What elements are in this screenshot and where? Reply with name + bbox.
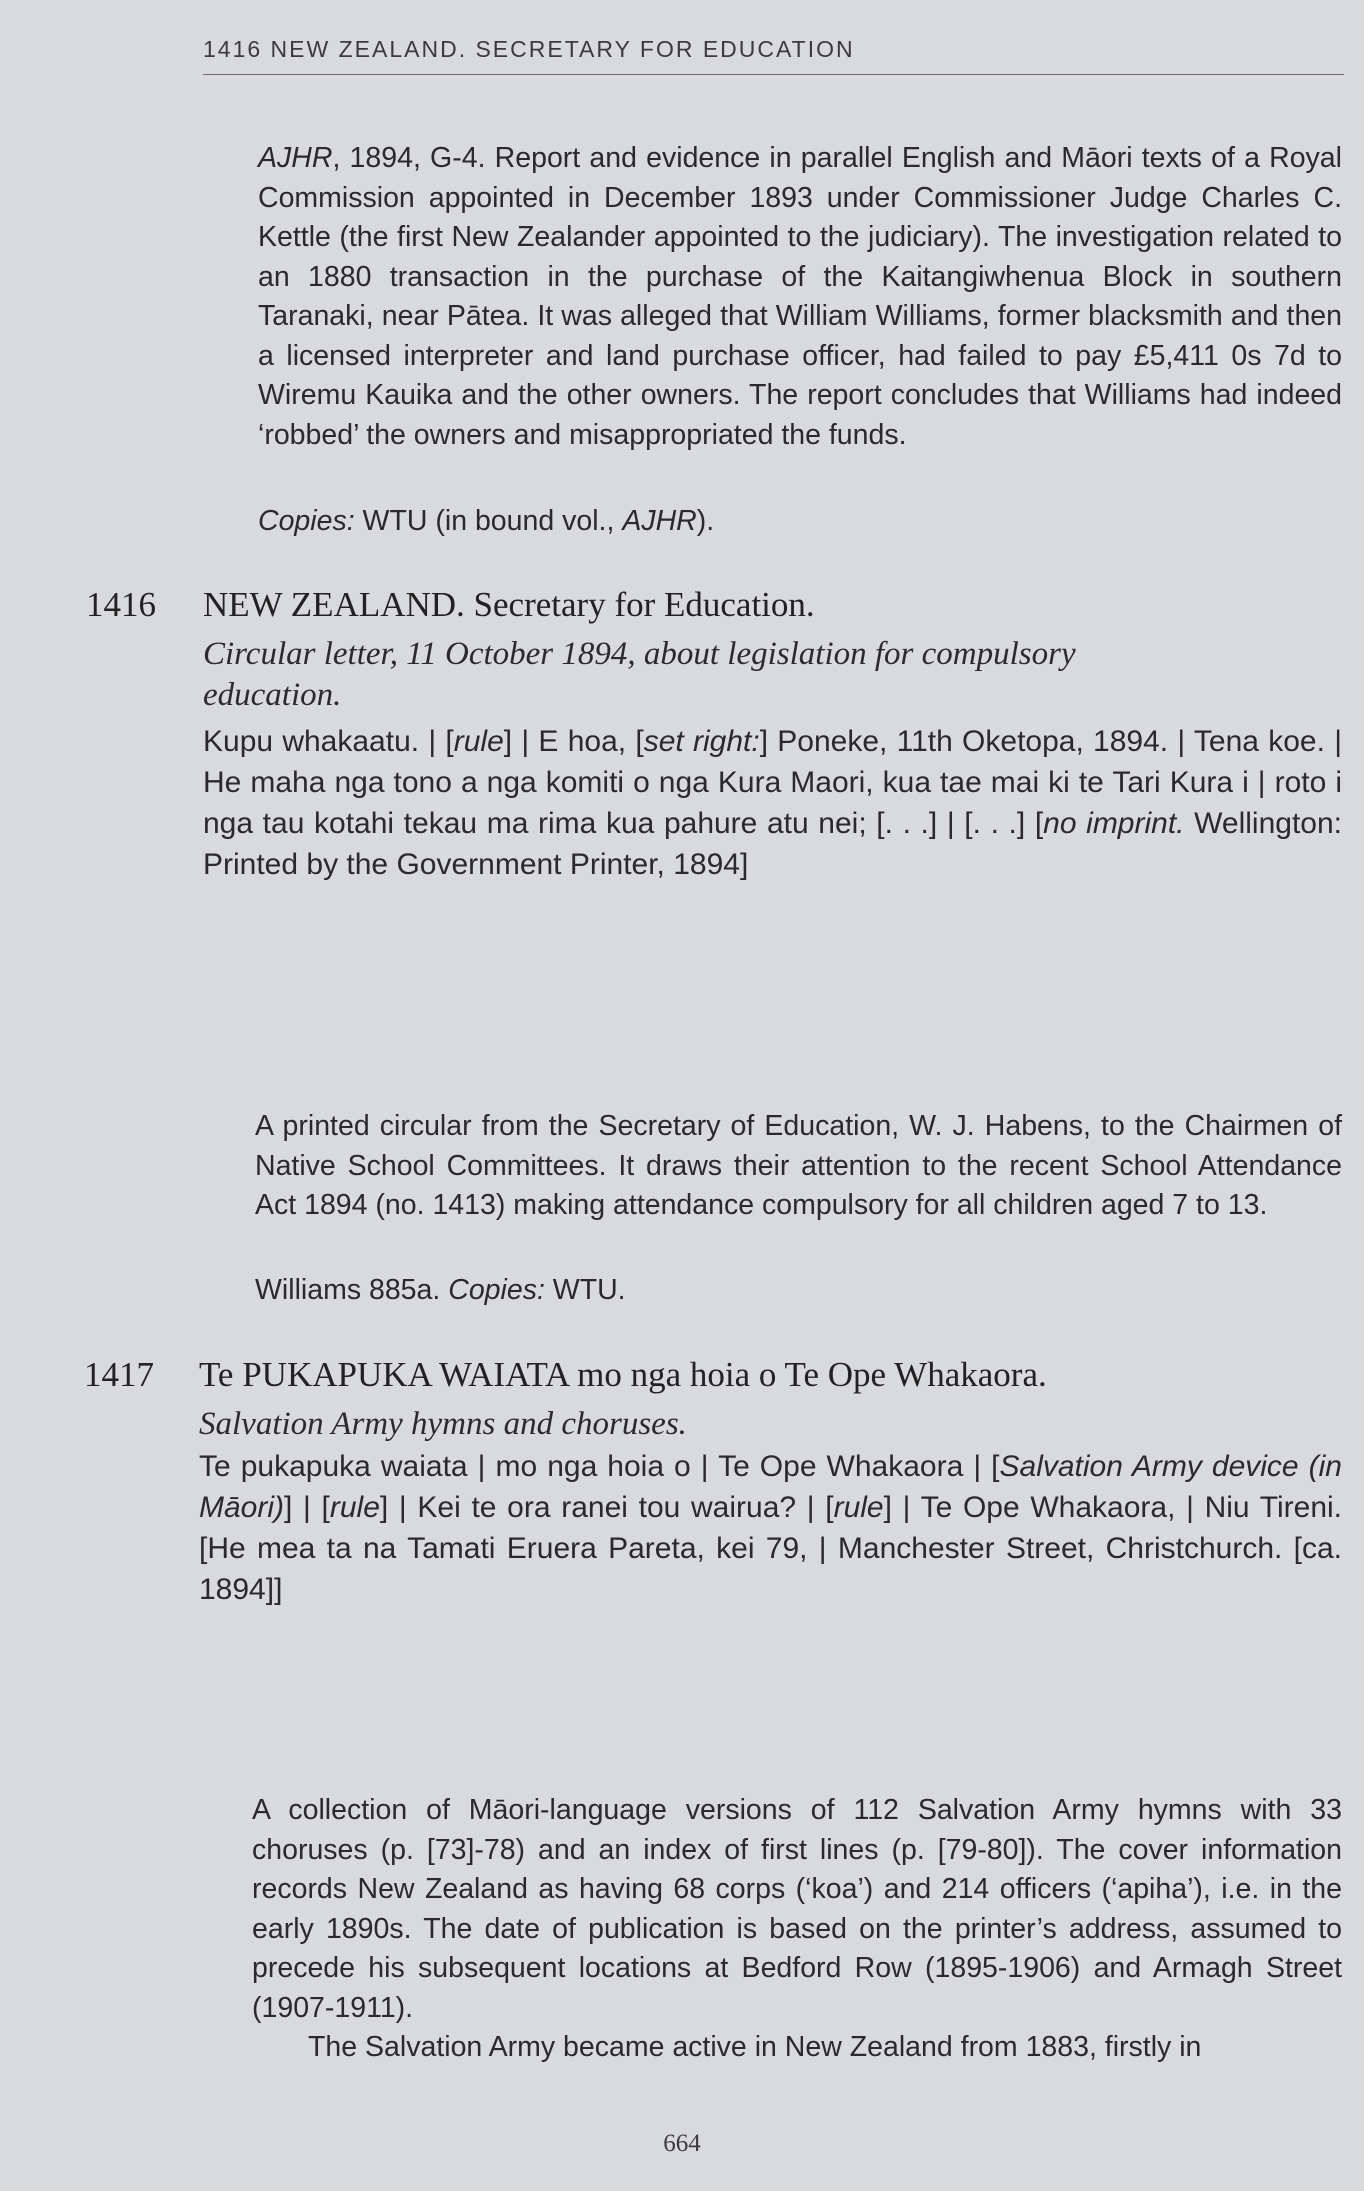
text-run: A collection of Māori-language versions of 112 Salvation Army hymns with 33 choruses (p. [73]-78) and an index of first lines (p. [79-80]). The cover information records New Zealand as having 68 corps (‘koa’) and 214 officers (‘apiha’), i.e. in the early 1890s. The date of publication is based on the printer’s address, assumed to precede his subsequent locations at Bedford Row (1895-1906) and Armagh Street (1907-1911).: [252, 1794, 1342, 2024]
intro-copies: [258, 502, 1342, 542]
entry-number: 1417: [84, 1355, 154, 1394]
italic-run: set right:: [643, 725, 760, 758]
text-run: The Salvation Army became active in New Zealand from 1883, firstly in: [308, 2031, 1202, 2063]
entry-note: [252, 1791, 1342, 2028]
entry-transcription: [199, 1446, 1342, 1610]
entry-note: [252, 2028, 1342, 2068]
entry-transcription: [203, 721, 1342, 885]
italic-run: rule: [329, 1491, 380, 1524]
entry-title: NEW ZEALAND. Secretary for Education.: [203, 585, 815, 624]
entry-note: [255, 1107, 1342, 1226]
text-run: Kupu whakaatu. | [: [203, 725, 454, 758]
page-number: 664: [663, 2130, 701, 2157]
italic-run: no imprint.: [1043, 807, 1185, 840]
running-head: 1416 NEW ZEALAND. SECRETARY FOR EDUCATION: [203, 36, 855, 62]
entry-subtitle: Circular letter, 11 October 1894, about legislation for compulsory education.: [203, 636, 1076, 713]
text-run: ).: [696, 505, 715, 537]
italic-run: Copies:: [448, 1274, 545, 1306]
italic-run: rule: [833, 1491, 884, 1524]
text-run: WTU (in bound vol.,: [354, 505, 623, 537]
entry-copies: [255, 1271, 1342, 1311]
italic-run: Salvation Army device (in Māori): [199, 1450, 1342, 1524]
italic-run: Copies:: [258, 505, 355, 537]
text-run: , 1894, G-4. Report and evidence in parallel English and Māori texts of a Royal Commission appointed in December 1893 under Commissioner Judge Charles C. Kettle (the first New Zealander appointed to the judiciary). The investigation related to an 1880 transaction in the purchase of the Kaitangiwhenua Block in southern Taranaki, near Pātea. It was alleged that William Williams, former blacksmith and then a licensed interpreter and land purchase officer, had failed to pay £5,411 0s 7d to Wiremu Kauika and the other owners. The report concludes that Williams had indeed ‘robbed’ the owners and misappropriated the funds.: [258, 142, 1342, 451]
text-run: ] | Te Ope Whakaora, | Niu Tireni. [He mea ta na Tamati Eruera Pareta, kei 79, | Manchester Street, Christchurch. [ca. 1894]]: [199, 1491, 1343, 1606]
text-run: Te pukapuka waiata | mo nga hoia o | Te Ope Whakaora | [: [199, 1450, 1000, 1483]
entry-number: 1416: [86, 585, 156, 624]
entry-title: Te PUKAPUKA WAIATA mo nga hoia o Te Ope Whakaora.: [199, 1355, 1047, 1394]
text-run: ] | Kei te ora ranei tou wairua? | [: [379, 1491, 834, 1524]
text-run: Williams 885a.: [255, 1274, 449, 1306]
text-run: WTU.: [544, 1274, 626, 1306]
italic-run: AJHR: [622, 505, 697, 537]
entry-subtitle: Salvation Army hymns and choruses.: [199, 1406, 687, 1442]
text-run: A printed circular from the Secretary of Education, W. J. Habens, to the Chairmen of Native School Committees. It draws their attention to the recent School Attendance Act 1894 (no. 1413) making attendance compulsory for all children aged 7 to 13.: [255, 1110, 1342, 1221]
header-rule: [203, 74, 1344, 75]
text-run: ] Poneke, 11th Oketopa, 1894. | Tena koe. | He maha nga tono a nga komiti o nga Kura Maori, kua tae mai ki te Tari Kura i | roto i nga tau kotahi tekau ma rima kua pahure atu nei; [. . .] | [. . .] [: [203, 725, 1342, 840]
italic-run: rule: [453, 725, 504, 758]
text-run: Wellington: Printed by the Government Printer, 1894]: [203, 807, 1342, 881]
intro-paragraph: [258, 139, 1342, 455]
italic-run: AJHR: [258, 142, 333, 174]
text-run: ] | [: [284, 1491, 330, 1524]
text-run: ] | E hoa, [: [503, 725, 644, 758]
